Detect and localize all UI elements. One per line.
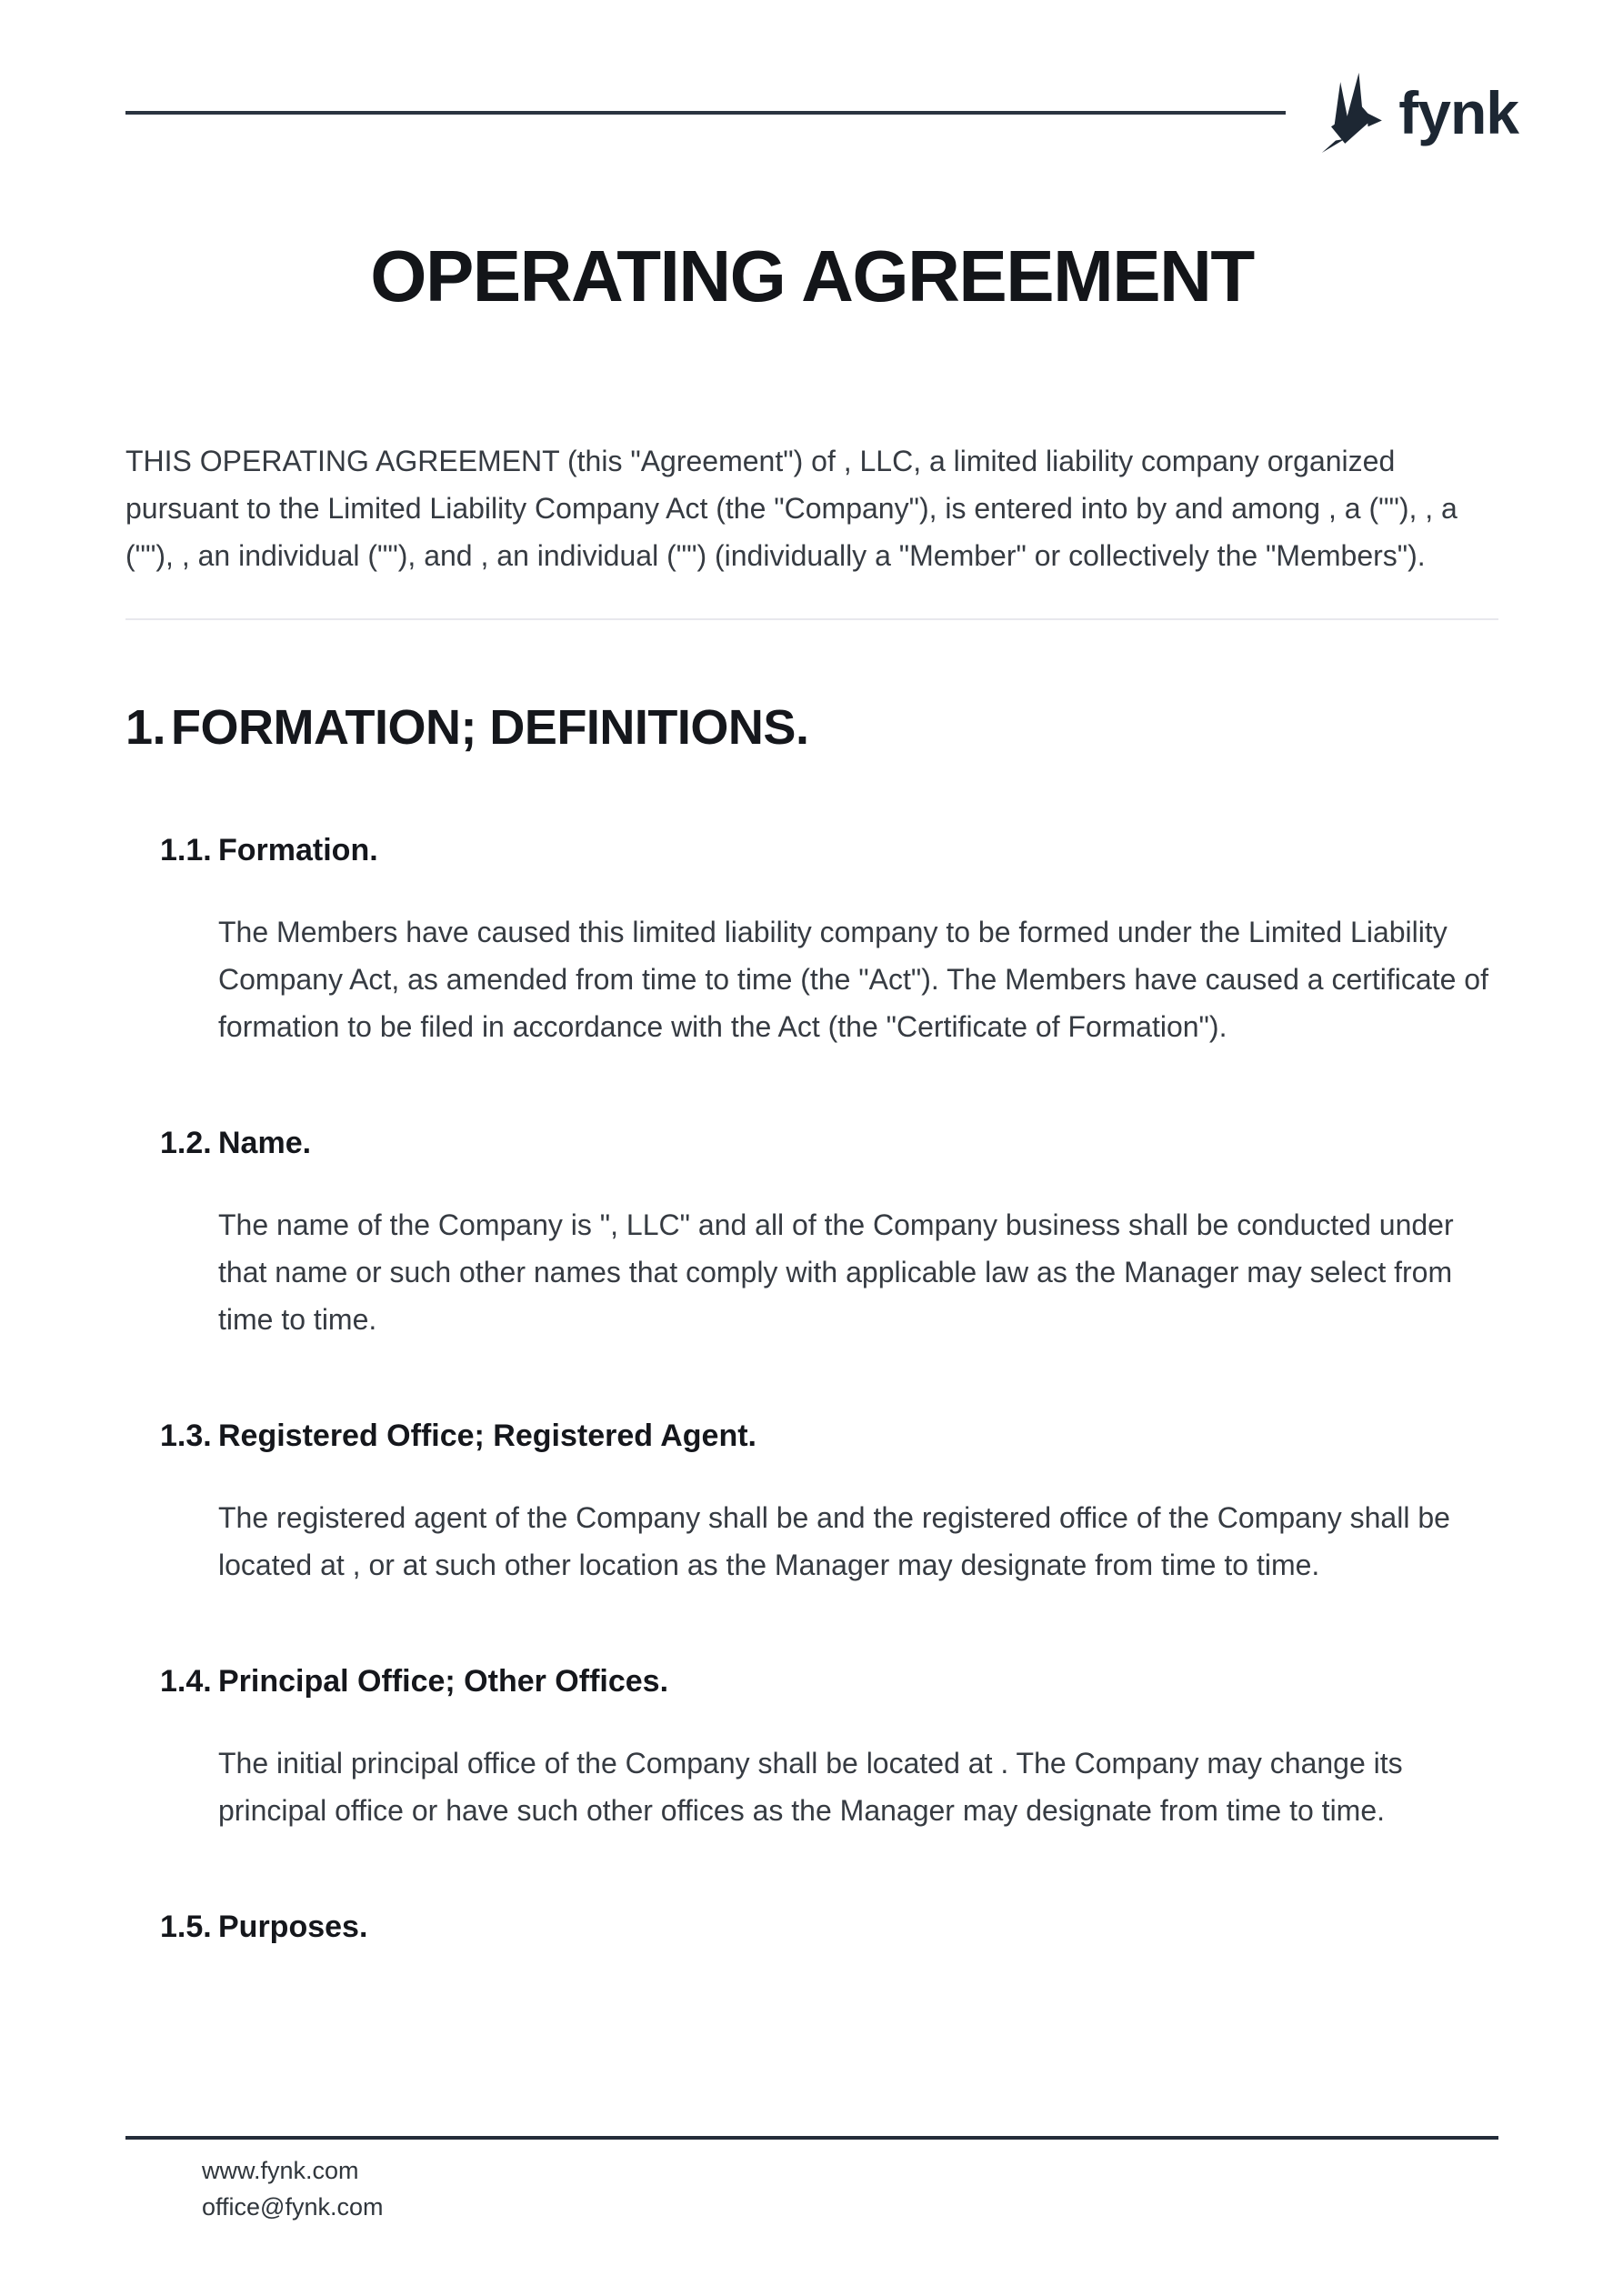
subsection [125,830,1498,1050]
subsection [125,1123,1498,1343]
page-footer [125,2136,1498,2225]
subsection-number: 1.5. [160,1910,212,1944]
subsection [125,1416,1498,1589]
subsection-title: Purposes. [218,1910,368,1944]
subsection-heading [125,830,1498,870]
subsection-heading [125,1907,1498,1947]
subsection-heading [125,1416,1498,1456]
subsection [125,1661,1498,1834]
subsection-title: Formation. [218,833,378,867]
section-title: FORMATION; DEFINITIONS. [171,700,809,755]
brand-name: fynk [1398,79,1518,146]
subsection-body: The name of the Company is ", LLC" and all of the Company business shall be conducted under that name or such other names that comply with applicable law as the Manager may select from time to time. [218,1208,1454,1336]
subsection-title: Registered Office; Registered Agent. [218,1419,756,1453]
subsection-heading [125,1661,1498,1701]
subsection-number: 1.3. [160,1419,212,1453]
subsection-number: 1.4. [160,1664,212,1699]
subsection-number: 1.1. [160,833,212,867]
subsection-title: Principal Office; Other Offices. [218,1664,669,1699]
intro-paragraph: THIS OPERATING AGREEMENT (this "Agreement") of , LLC, a limited liability company organized pursuant to the Limited Liability Company Act (the "Company"), is entered into by and among , a (""), , a (""), , an individual (""), and , an individual ("") (individually a "Member" or collectively the "Members"). [125,445,1458,572]
subsection-body: The initial principal office of the Company shall be located at . The Company may change its principal office or have such other offices as the Manager may designate from time to time. [218,1747,1403,1827]
footer-links [125,2140,1498,2225]
section-heading [125,698,1498,757]
document-title: OPERATING AGREEMENT [370,236,1254,316]
subsection-body: The registered agent of the Company shall be and the registered office of the Company shall be located at , or at such other location as the Manager may designate from time to time. [218,1501,1450,1581]
subsection-body: The Members have caused this limited liability company to be formed under the Limited Liability Company Act, as amended from time to time (the "Act"). The Members have caused a certificate of formation to be filed in accordance with the Act (the "Certificate of Formation"). [218,916,1488,1043]
section-number: 1. [125,700,166,755]
subsection [125,1907,1498,1947]
website-link: www.fynk.com [202,2157,359,2184]
document-body [125,0,1498,1947]
section-divider [125,618,1498,620]
email-link: office@fynk.com [202,2193,384,2221]
subsection-heading [125,1123,1498,1163]
subsection-number: 1.2. [160,1126,212,1160]
subsection-title: Name. [218,1126,312,1160]
